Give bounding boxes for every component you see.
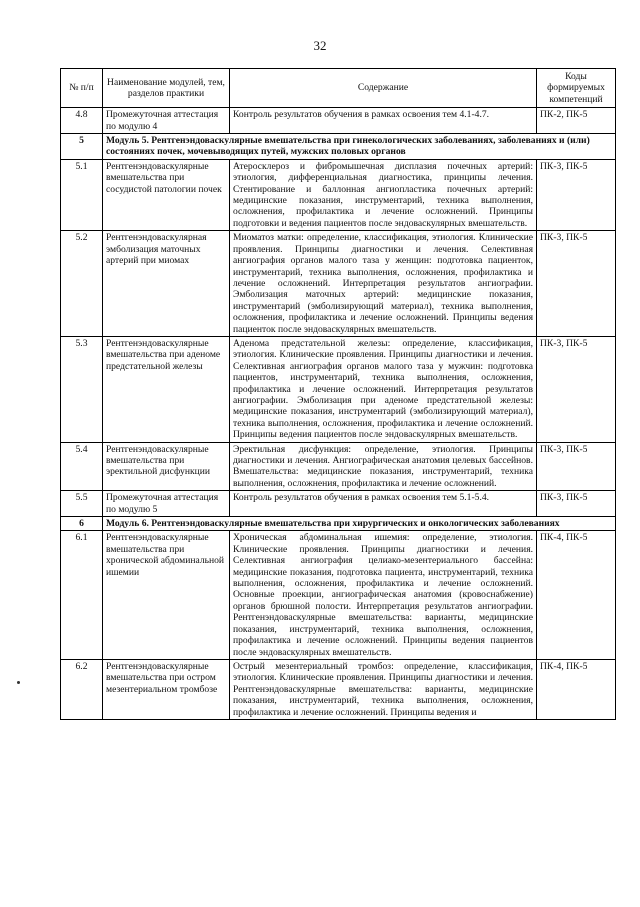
row-num: 5.3 [61, 336, 103, 442]
module-title: Модуль 6. Рентгенэндоваскулярные вмешательства при хирургических и онкологических заболеваниях [103, 517, 616, 531]
row-content: Аденома предстательной железы: определение, классификация, этиология. Клинические проявления. Принципы диагностики и лечения. Селективная ангиография органов малого таза у мужчин: подготовка пациентов, инструментарий, техника выполнения, осложнения, профилактика и лечение осложнений. Интерпретация результатов ангиографии. Эмболизация при аденоме предстательной железы: медицинские показания, инструментарий (эмболизирующий материал), техника выполнения, осложнения, профилактика и лечение осложнений. Принципы ведения пациентов после эндоваскулярных вмешательств. [230, 336, 537, 442]
row-codes: ПК-2, ПК-5 [537, 108, 616, 134]
row-num: 5.2 [61, 231, 103, 337]
row-codes: ПК-3, ПК-5 [537, 442, 616, 491]
row-codes: ПК-3, ПК-5 [537, 491, 616, 517]
header-competency-codes: Коды формируемых компетенций [537, 69, 616, 108]
row-num: 6.1 [61, 531, 103, 659]
row-title: Рентгенэндоваскулярная эмболизация маточных артерий при миомах [103, 231, 230, 337]
row-title: Рентгенэндоваскулярные вмешательства при эректильной дисфункции [103, 442, 230, 491]
module-num: 5 [61, 134, 103, 160]
row-content: Атеросклероз и фибромышечная дисплазия почечных артерий: этиология, дифференциальная диагностика, принципы лечения. Стентирование и баллонная ангиопластика почечных артерий: медицинские показания, инструментарий, техника выполнения, осложнения, профилактика и лечение осложнений. Принципы подготовки и ведения пациентов после эндоваскулярных вмешательств. [230, 159, 537, 230]
row-content: Хроническая абдоминальная ишемия: определение, этиология. Клинические проявления. Принципы диагностики и лечения. Селективная ангиография целиако-мезентериального бассейна: медицинские показания, подготовка пациента, инструментарий, техника выполнения, осложнения, профилактика и лечение осложнений. Основные проекции, ангиографическая анатомия (кровоснабжение) органов брюшной полости. Интерпретация результатов ангиографии. Рентгенэндоваскулярные вмешательства: варианты, медицинские показания, инструментарий, техника выполнения, осложнения, профилактика и лечение осложнений. Принципы ведения пациентов после эндоваскулярных вмешательств. [230, 531, 537, 659]
row-title: Рентгенэндоваскулярные вмешательства при хронической абдоминальной ишемии [103, 531, 230, 659]
table-row [61, 231, 616, 337]
row-title: Промежуточная аттестация по модулю 5 [103, 491, 230, 517]
page-number: 32 [313, 38, 327, 53]
row-content: Эректильная дисфункция: определение, этиология. Принципы диагностики и лечения. Ангиографическая анатомия целевых бассейнов. Вмешательства: медицинские показания, инструментарий, техника выполнения, осложнения, профилактика и лечение осложнений. [230, 442, 537, 491]
row-content: Миоматоз матки: определение, классификация, этиология. Клинические проявления. Принципы диагностики и лечения. Селективная ангиография органов малого таза у женщин: подготовка пациенток, инструментарий, техника выполнения, осложнения, профилактика и лечение осложнений. Интерпретация результатов ангиографии. Эмболизация маточных артерий: медицинские показания, инструментарий (эмболизирующий материал), техника выполнения, осложнения, профилактика и лечение осложнений. Принципы ведения пациенток после эндоваскулярных вмешательств. [230, 231, 537, 337]
row-codes: ПК-3, ПК-5 [537, 231, 616, 337]
module-num: 6 [61, 517, 103, 531]
table-row [61, 336, 616, 442]
row-num: 4.8 [61, 108, 103, 134]
table-row [61, 159, 616, 230]
header-num: № п/п [61, 69, 103, 108]
header-row [61, 69, 616, 108]
row-num: 6.2 [61, 659, 103, 719]
row-num: 5.4 [61, 442, 103, 491]
module-row [61, 134, 616, 160]
table-row [61, 108, 616, 134]
row-content: Острый мезентериальный тромбоз: определение, классификация, этиология. Клинические проявления. Принципы диагностики и лечения. Рентгенэндоваскулярные вмешательства: варианты, медицинские показания, инструментарий, техника выполнения, осложнения, профилактика и лечение осложнений. Принципы ведения и [230, 659, 537, 719]
module-title: Модуль 5. Рентгенэндоваскулярные вмешательства при гинекологических заболеваниях, заболеваниях и (или) состояниях почек, мочевыводящих путей, мужских половых органов [103, 134, 616, 160]
table-row [61, 442, 616, 491]
table-row [61, 491, 616, 517]
row-content: Контроль результатов обучения в рамках освоения тем 4.1-4.7. [230, 108, 537, 134]
row-num: 5.5 [61, 491, 103, 517]
row-codes: ПК-4, ПК-5 [537, 659, 616, 719]
scan-speck [17, 681, 20, 684]
row-title: Рентгенэндоваскулярные вмешательства при аденоме предстательной железы [103, 336, 230, 442]
row-title: Рентгенэндоваскулярные вмешательства при остром мезентериальном тромбозе [103, 659, 230, 719]
table-row [61, 659, 616, 719]
table-body [61, 108, 616, 720]
row-num: 5.1 [61, 159, 103, 230]
module-row [61, 517, 616, 531]
curriculum-table [60, 68, 616, 720]
row-title: Рентгенэндоваскулярные вмешательства при сосудистой патологии почек [103, 159, 230, 230]
row-codes: ПК-3, ПК-5 [537, 159, 616, 230]
row-codes: ПК-4, ПК-5 [537, 531, 616, 659]
table-row [61, 531, 616, 659]
header-content: Содержание [230, 69, 537, 108]
row-title: Промежуточная аттестация по модулю 4 [103, 108, 230, 134]
header-module-name: Наименование модулей, тем, разделов практики [103, 69, 230, 108]
row-content: Контроль результатов обучения в рамках освоения тем 5.1-5.4. [230, 491, 537, 517]
row-codes: ПК-3, ПК-5 [537, 336, 616, 442]
table-header [61, 69, 616, 108]
